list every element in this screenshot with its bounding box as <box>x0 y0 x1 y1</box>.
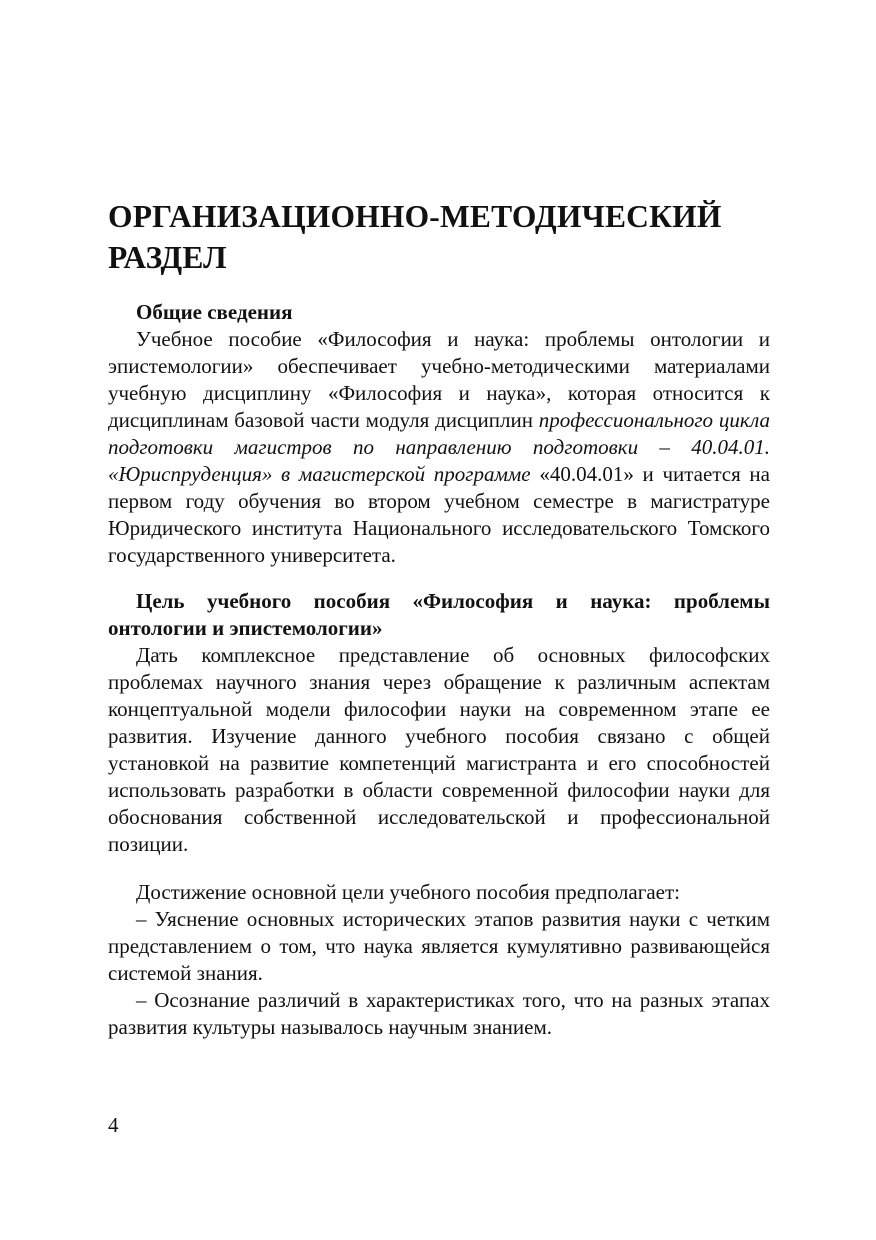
achievement-item-2: – Осознание различий в характеристиках того, что на разных этапах развития культуры называлось научным знанием. <box>108 988 770 1039</box>
goal-paragraph: Дать комплексное представление об основных философских проблемах научного знания через обращение к различным аспектам концептуальной модели философии науки на современном этапе ее развития. Изучение данного учебного пособия связано с общей установкой на развитие компетенций магистранта и его способностей использовать разработки в области современной философии науки для обоснования собственной исследовательской и профессиональной позиции. <box>108 643 770 856</box>
general-info-text-1: Учебное пособие «Философия и наука: проблемы онтологии и эпистемологии» обеспечивает учебно-методическими материалами учебную дисциплину «Философия и наука», которая относится к дисциплинам базовой части модуля дисциплин <box>108 327 770 432</box>
section-title <box>108 196 770 278</box>
general-info-paragraph <box>108 326 770 569</box>
page-number: 4 <box>108 1113 119 1137</box>
general-info-text-italic: профессионального цикла подготовки магистров по направлению подготовки – 40.04.01. «Юриспруденция» в магистерской программе <box>108 408 770 486</box>
goal-heading: Цель учебного пособия «Философия и наука: проблемы онтологии и эпистемологии» <box>108 589 770 640</box>
general-info-text-2: «40.04.01» и читается на первом году обучения во втором учебном семестре в магистратуре Юридического института Национального исследовательского Томского государственного университета. <box>108 462 770 567</box>
general-info-heading: Общие сведения <box>136 300 293 324</box>
achievement-intro: Достижение основной цели учебного пособия предполагает: <box>136 880 680 904</box>
achievement-item-1: – Уяснение основных исторических этапов развития науки с четким представлением о том, что наука является кумулятивно развивающейся системой знания. <box>108 907 770 985</box>
section-title-line-2: РАЗДЕЛ <box>108 240 227 275</box>
section-title-line-1: ОРГАНИЗАЦИОННО-МЕТОДИЧЕСКИЙ <box>108 199 722 234</box>
page-content <box>108 196 770 1041</box>
